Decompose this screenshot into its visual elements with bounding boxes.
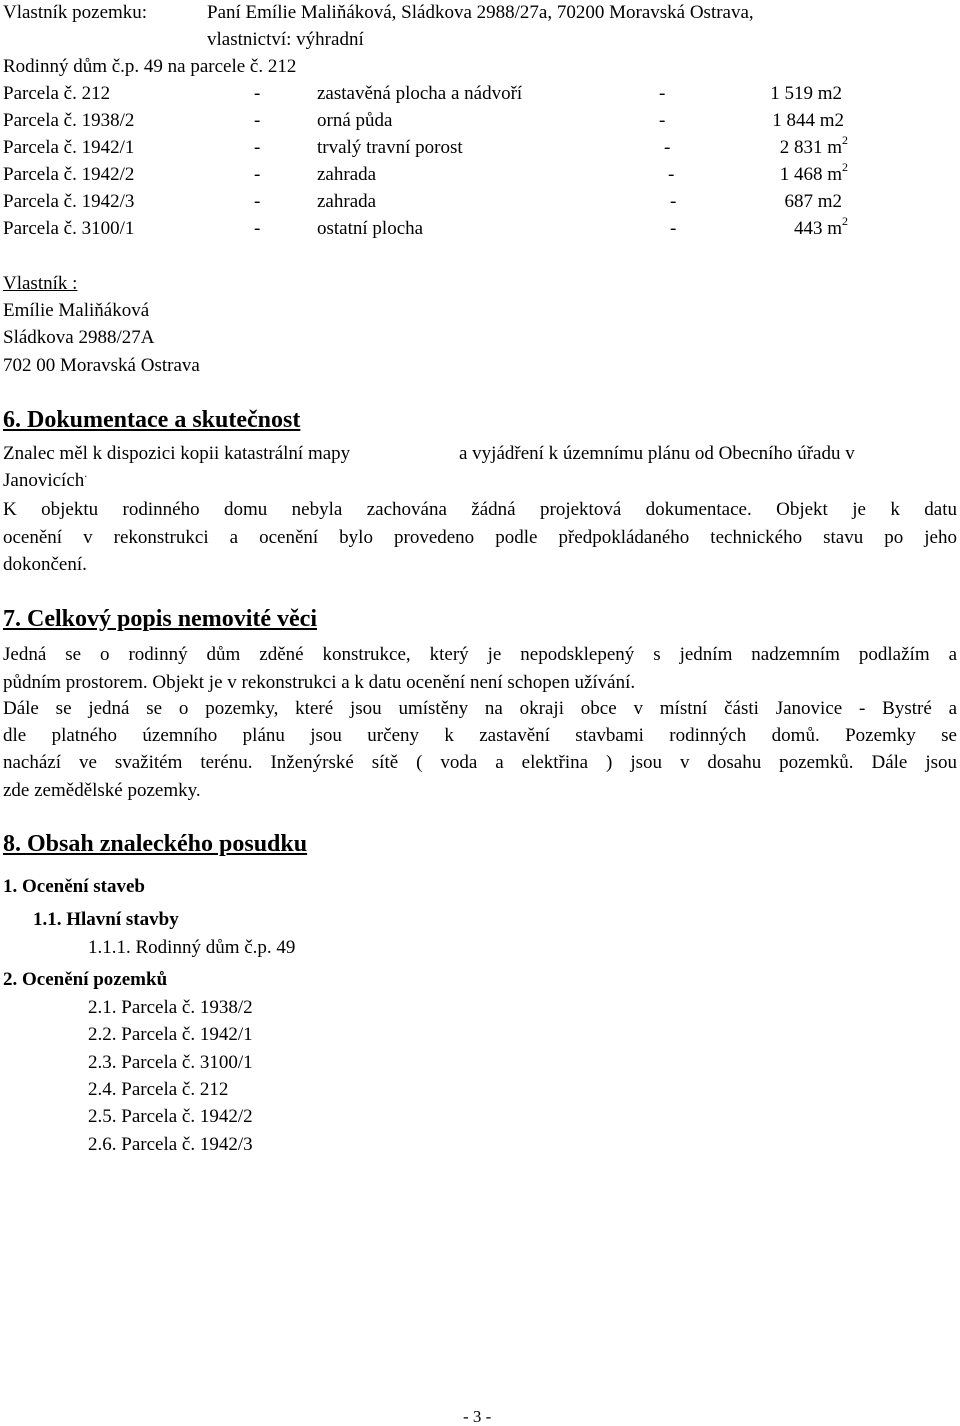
section6-p2-line3: dokončení. [3,554,87,575]
owner-street: Sládkova 2988/27A [3,327,155,348]
owner-header-label: Vlastník pozemku: [3,2,148,23]
parcel-use: ostatní plocha [317,218,424,239]
parcel-dash: - [670,191,677,212]
section8-heading: 8. Obsah znaleckého posudku [3,831,308,857]
parcel-use: orná půda [317,110,393,131]
toc-item-2-2: 2.2. Parcela č. 1942/1 [88,1024,253,1045]
toc-item-2-6: 2.6. Parcela č. 1942/3 [88,1134,253,1155]
parcel-dash: - [659,83,666,104]
section7-heading: 7. Celkový popis nemovité věci [3,606,317,632]
owner-header-line1: Paní Emílie Maliňáková, Sládkova 2988/27a, 70200 Moravská Ostrava, [207,2,754,23]
owner-label: Vlastník : [3,273,78,294]
parcel-dash: - [659,110,666,131]
parcel-id: Parcela č. 1938/2 [3,110,135,131]
parcel-dash: - [668,164,675,185]
owner-name: Emílie Maliňáková [3,300,150,321]
parcel-dash: - [254,110,261,131]
house-line: Rodinný dům č.p. 49 na parcele č. 212 [3,56,297,77]
parcel-area: 1 844 m2 [772,110,844,131]
parcel-dash: - [664,137,671,158]
parcel-use: zastavěná plocha a nádvoří [317,83,523,104]
parcel-dash: - [670,218,677,239]
parcel-id: Parcela č. 1942/1 [3,137,135,158]
section7-p1-line2: půdním prostorem. Objekt je v rekonstrukci a k datu ocenění není schopen užívání. [3,672,636,693]
owner-header-line2: vlastnictví: výhradní [207,29,364,50]
parcel-area: 2 831 $m^2$ [779,133,848,158]
toc-item-2-1: 2.1. Parcela č. 1938/2 [88,997,253,1018]
section7-p2-line1: Dále se jedná se o pozemky, které jsou umístěny na okraji obce v místní části Janovice - Bystré a [3,698,957,719]
parcel-area: 687 m2 [784,191,842,212]
section6-line1b: a vyjádření k územnímu plánu od Obecního úřadu v [459,443,855,464]
parcel-dash: - [254,218,261,239]
section7-p1-line1: Jedná se o rodinný dům zděné konstrukce, který je nepodsklepený s jedním nadzemním podlažím a [3,644,957,665]
parcel-use: zahrada [317,191,377,212]
section6-line2: Janovicích. [3,466,88,491]
toc-item-1-1: 1.1. Hlavní stavby [33,909,179,930]
section6-p2-line1: K objektu rodinného domu nebyla zachována žádná projektová dokumentace. Objekt je k datu [3,499,957,520]
toc-item-1-1-1: 1.1.1. Rodinný dům č.p. 49 [88,937,296,958]
toc-item-2-5: 2.5. Parcela č. 1942/2 [88,1106,253,1127]
section6-heading: 6. Dokumentace a skutečnost [3,407,301,433]
parcel-use: zahrada [317,164,377,185]
section7-p2-line4: zde zemědělské pozemky. [3,780,201,801]
section6-line1a: Znalec měl k dispozici kopii katastrální mapy [3,443,351,464]
parcel-use: trvalý travní porost [317,137,463,158]
section6-p2-line2: ocenění v rekonstrukci a ocenění bylo provedeno podle předpokládaného technického stavu po jeho [3,527,957,548]
parcel-id: Parcela č. 1942/2 [3,164,135,185]
parcel-id: Parcela č. 1942/3 [3,191,135,212]
parcel-id: Parcela č. 212 [3,83,111,104]
parcel-id: Parcela č. 3100/1 [3,218,135,239]
toc-item-2-4: 2.4. Parcela č. 212 [88,1079,229,1100]
parcel-area: 443 $m^2$ [793,214,848,239]
toc-item-2: 2. Ocenění pozemků [3,969,168,990]
section7-p2-line2: dle platného územního plánu jsou určeny k zastavění stavbami rodinných domů. Pozemky se [3,725,957,746]
section7-p2-line3: nachází ve svažitém terénu. Inženýrské sítě ( voda a elektřina ) jsou v dosahu pozemků. Dále jsou [3,752,957,773]
toc-item-1: 1. Ocenění staveb [3,876,145,897]
parcel-dash: - [254,137,261,158]
parcel-dash: - [254,164,261,185]
toc-item-2-3: 2.3. Parcela č. 3100/1 [88,1052,253,1073]
parcel-dash: - [254,83,261,104]
parcel-dash: - [254,191,261,212]
parcel-area: 1 468 $m^2$ [779,160,848,185]
owner-city: 702 00 Moravská Ostrava [3,355,200,376]
page-number: - 3 - [463,1407,492,1426]
parcel-area: 1 519 m2 [770,83,842,104]
